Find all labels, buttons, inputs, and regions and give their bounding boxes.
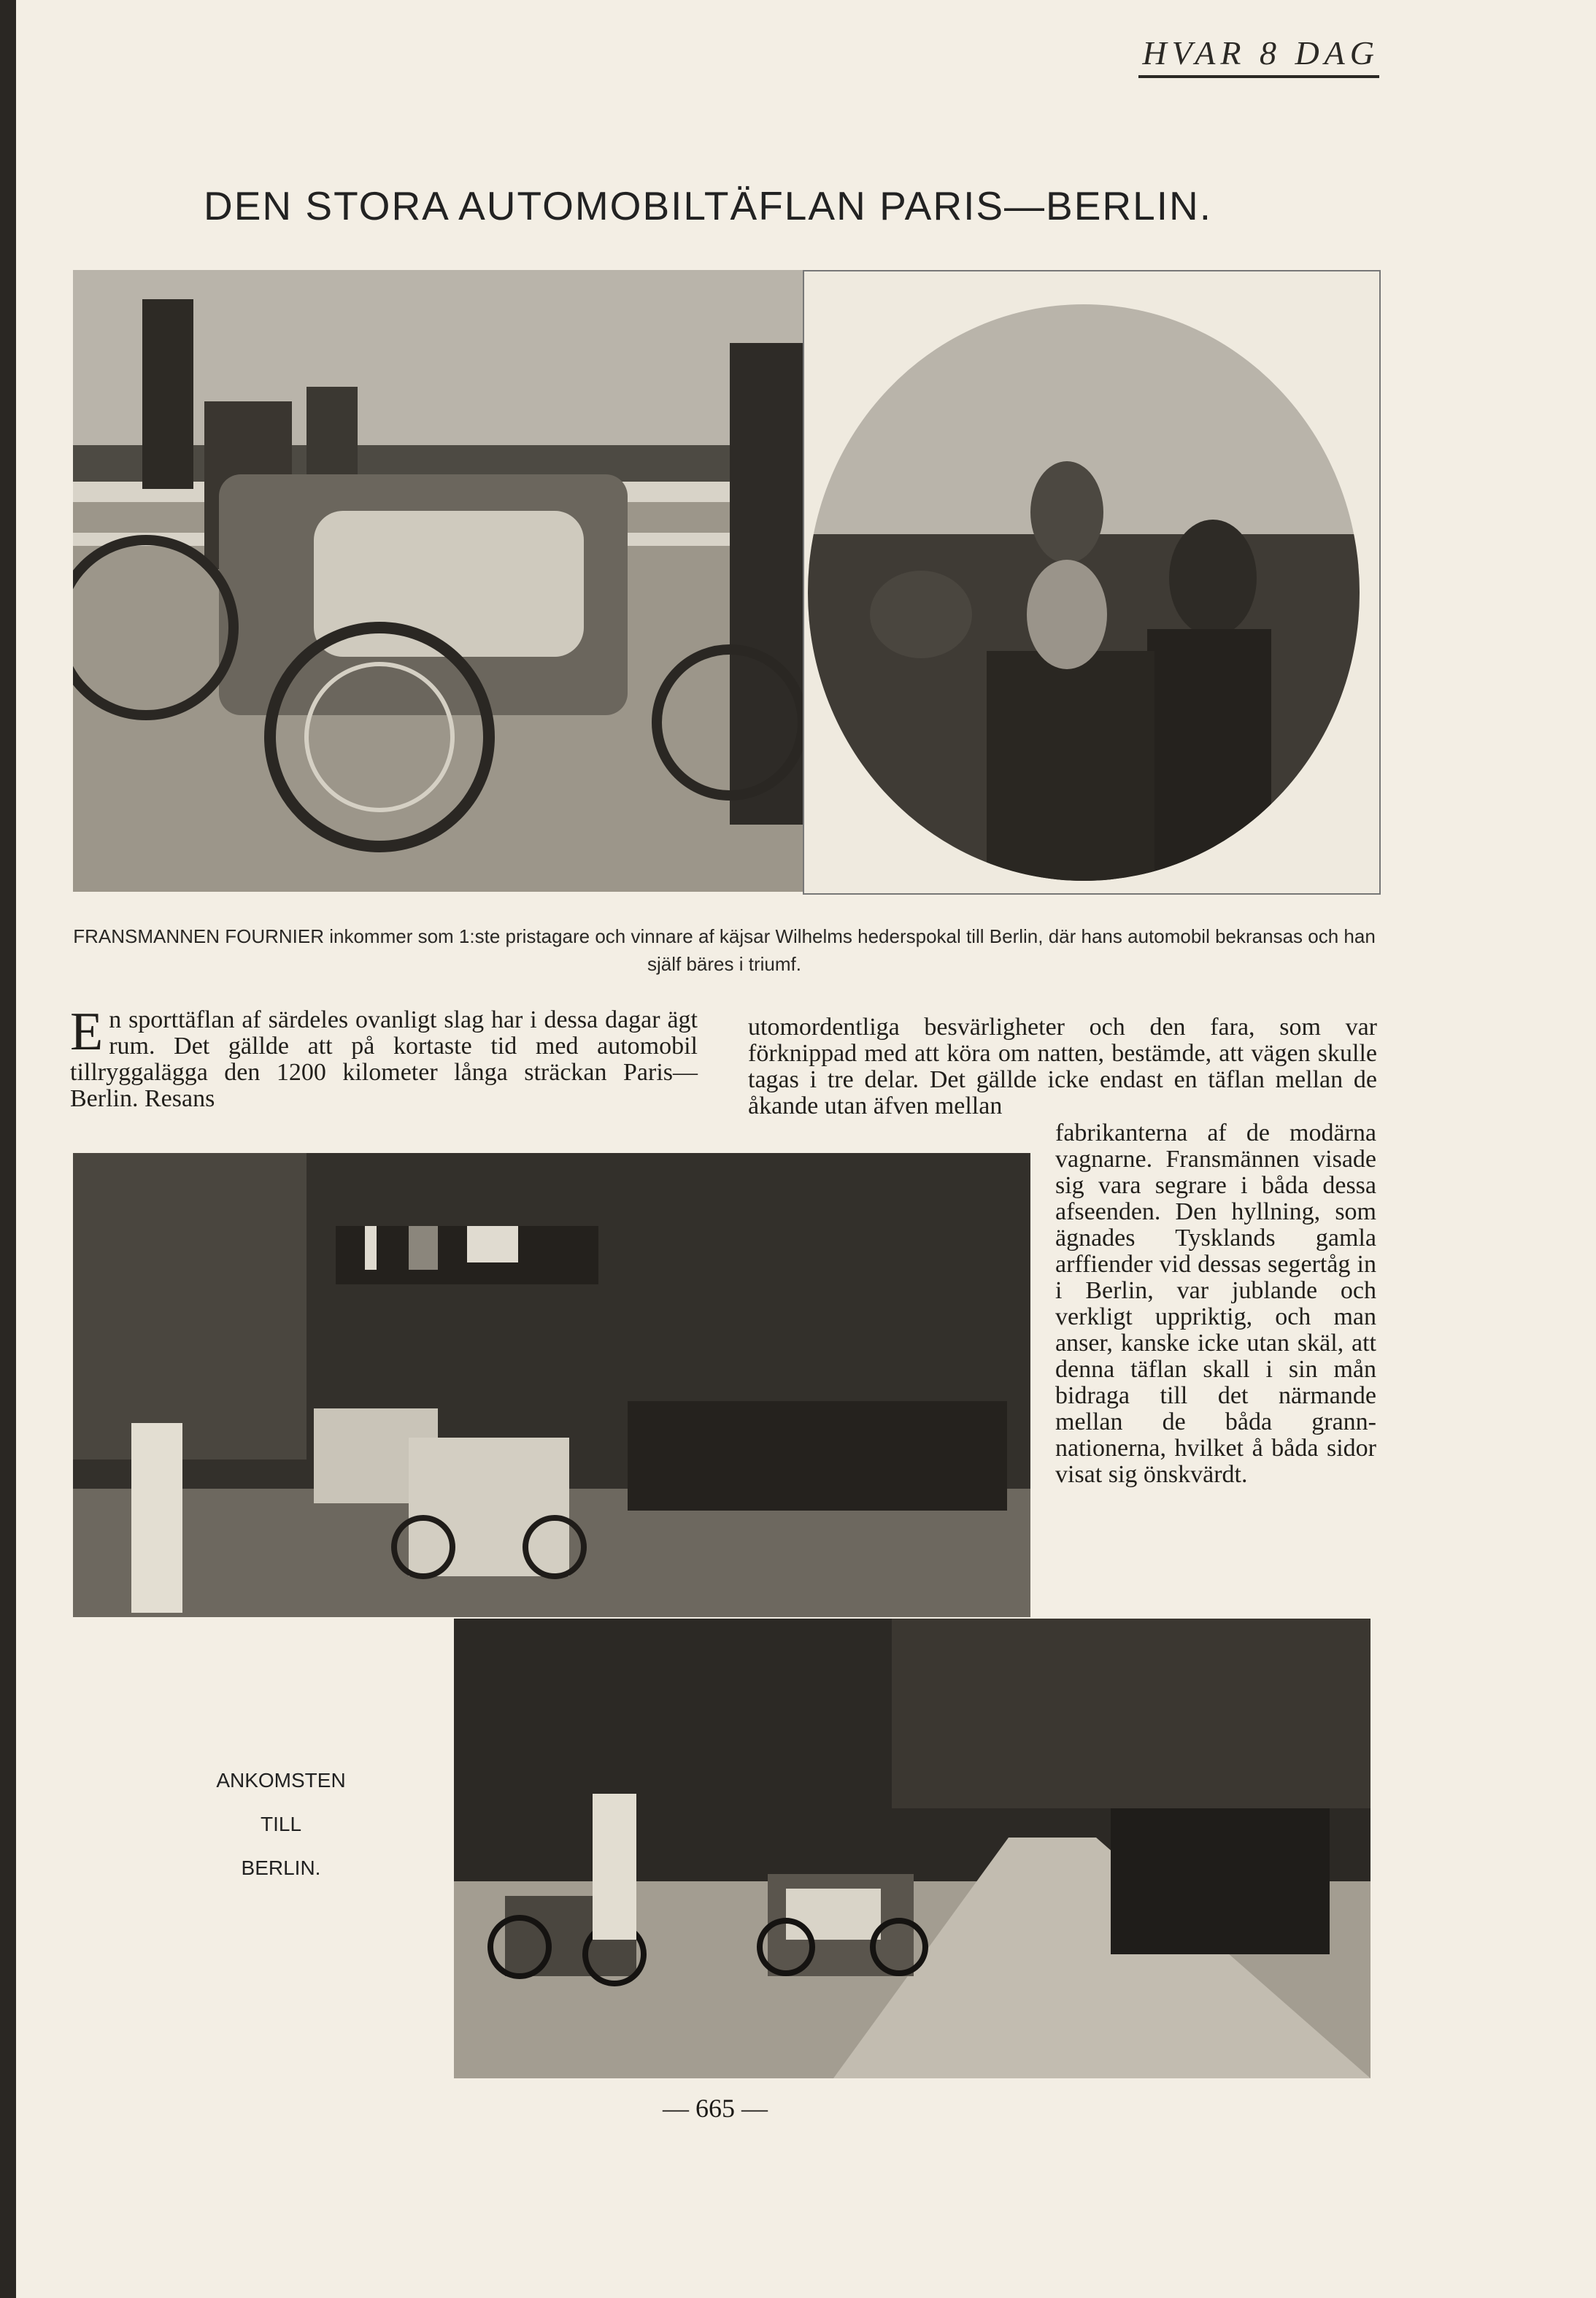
article-column-2-side: fabrikanterna af de modärna vagnarne. Fransmännen visade sig vara segrare i båda dessa afseenden. Den hyllning, som ägnades Tysklands gamla arffiender vid dessas segertåg in i Berlin, var jublande och verkligt uppriktig, och man anser, kanske icke utan skäl, att denna täflan skall i sin mån bidraga till det närmande mellan de båda grann-nationerna, hvilket å båda sidor visat sig önskvärdt. xyxy=(1055,1119,1376,1488)
photo-arrival-berlin xyxy=(454,1619,1371,2078)
page-binding-edge xyxy=(0,0,16,2298)
arrival-label-line-3: BERLIN. xyxy=(241,1856,321,1879)
arrival-label-line-1: ANKOMSTEN xyxy=(216,1769,346,1792)
photo-fournier-car xyxy=(73,270,803,892)
page-number: — 665 — xyxy=(663,2094,768,2123)
drop-cap: E xyxy=(70,1002,104,1062)
photo-cars-on-road xyxy=(73,1153,1030,1617)
column-1-text: n sporttäflan af särdeles ovanligt slag har i dessa dagar ägt rum. Det gällde att på kortaste tid med automobil tillryggalägga den 1200 kilometer långa sträckan Paris—Berlin. Resans xyxy=(70,1006,698,1112)
article-column-1 xyxy=(70,1002,698,1112)
article-title: DEN STORA AUTOMOBILTÄFLAN PARIS—BERLIN. xyxy=(203,183,1213,228)
arrival-label xyxy=(197,1759,365,1890)
running-head: HVAR 8 DAG xyxy=(1138,34,1379,78)
photo-caption: FRANSMANNEN FOURNIER inkommer som 1:ste pristagare och vinnare af käjsar Wilhelms hederspokal till Berlin, där hans automobil bekransas och han själf bäres i triumf. xyxy=(73,925,1376,975)
arrival-label-line-2: TILL xyxy=(260,1813,302,1835)
article-column-2-top: utomordentliga besvärligheter och den fara, som var förknippad med att köra om natten, bestämde, att vägen skulle tagas i tre delar. Det gällde icke endast en täflan mellan de åkande utan äfven mellan xyxy=(748,1014,1377,1119)
photo-crowd-vignette-frame xyxy=(803,270,1381,895)
